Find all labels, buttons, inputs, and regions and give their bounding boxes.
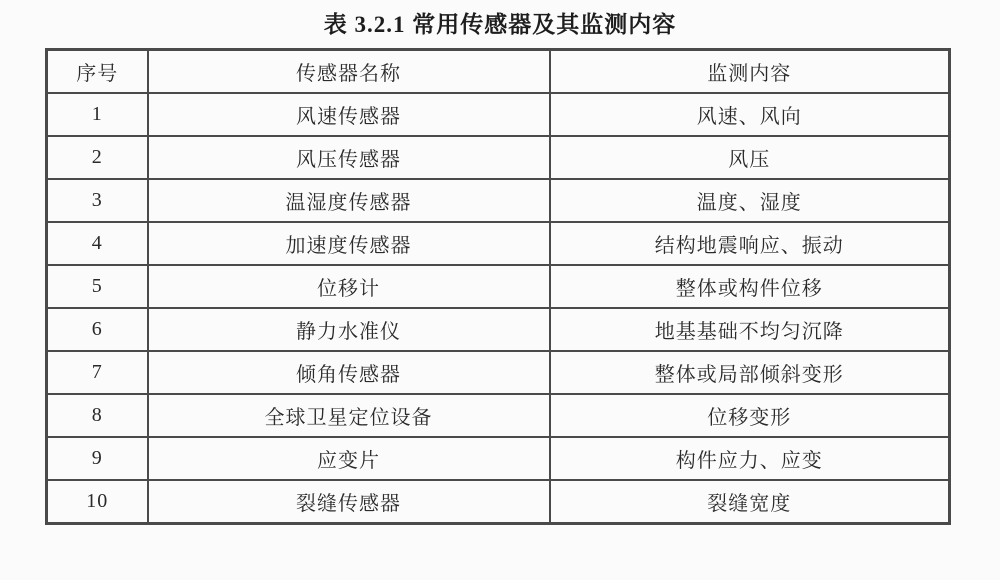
header-cell-no: 序号 [47,50,148,94]
cell-sensor: 应变片 [148,437,550,480]
table-row [47,265,950,308]
cell-content: 构件应力、应变 [550,437,950,480]
cell-sensor: 位移计 [148,265,550,308]
header-cell-content: 监测内容 [550,50,950,94]
table-row [47,394,950,437]
cell-no: 2 [47,136,148,179]
cell-content: 结构地震响应、振动 [550,222,950,265]
table-row [47,93,950,136]
table-row [47,179,950,222]
cell-content: 风速、风向 [550,93,950,136]
cell-sensor: 倾角传感器 [148,351,550,394]
cell-sensor: 温湿度传感器 [148,179,550,222]
table-row [47,136,950,179]
cell-content: 地基基础不均匀沉降 [550,308,950,351]
cell-no: 5 [47,265,148,308]
cell-content: 风压 [550,136,950,179]
cell-content: 整体或局部倾斜变形 [550,351,950,394]
table-title: 表 3.2.1 常用传感器及其监测内容 [323,12,677,37]
cell-no: 6 [47,308,148,351]
cell-no: 9 [47,437,148,480]
table-header-row [47,50,950,94]
table-row [47,308,950,351]
cell-content: 位移变形 [550,394,950,437]
cell-sensor: 全球卫星定位设备 [148,394,550,437]
cell-content: 整体或构件位移 [550,265,950,308]
cell-sensor: 风速传感器 [148,93,550,136]
cell-no: 4 [47,222,148,265]
cell-no: 10 [47,480,148,524]
cell-no: 1 [47,93,148,136]
table-row [47,480,950,524]
sensor-table [45,48,951,525]
cell-sensor: 静力水准仪 [148,308,550,351]
table-row [47,351,950,394]
cell-sensor: 风压传感器 [148,136,550,179]
cell-no: 8 [47,394,148,437]
cell-sensor: 加速度传感器 [148,222,550,265]
table-row [47,437,950,480]
cell-no: 7 [47,351,148,394]
header-cell-sensor: 传感器名称 [148,50,550,94]
cell-no: 3 [47,179,148,222]
table-row [47,222,950,265]
cell-sensor: 裂缝传感器 [148,480,550,524]
cell-content: 裂缝宽度 [550,480,950,524]
cell-content: 温度、湿度 [550,179,950,222]
